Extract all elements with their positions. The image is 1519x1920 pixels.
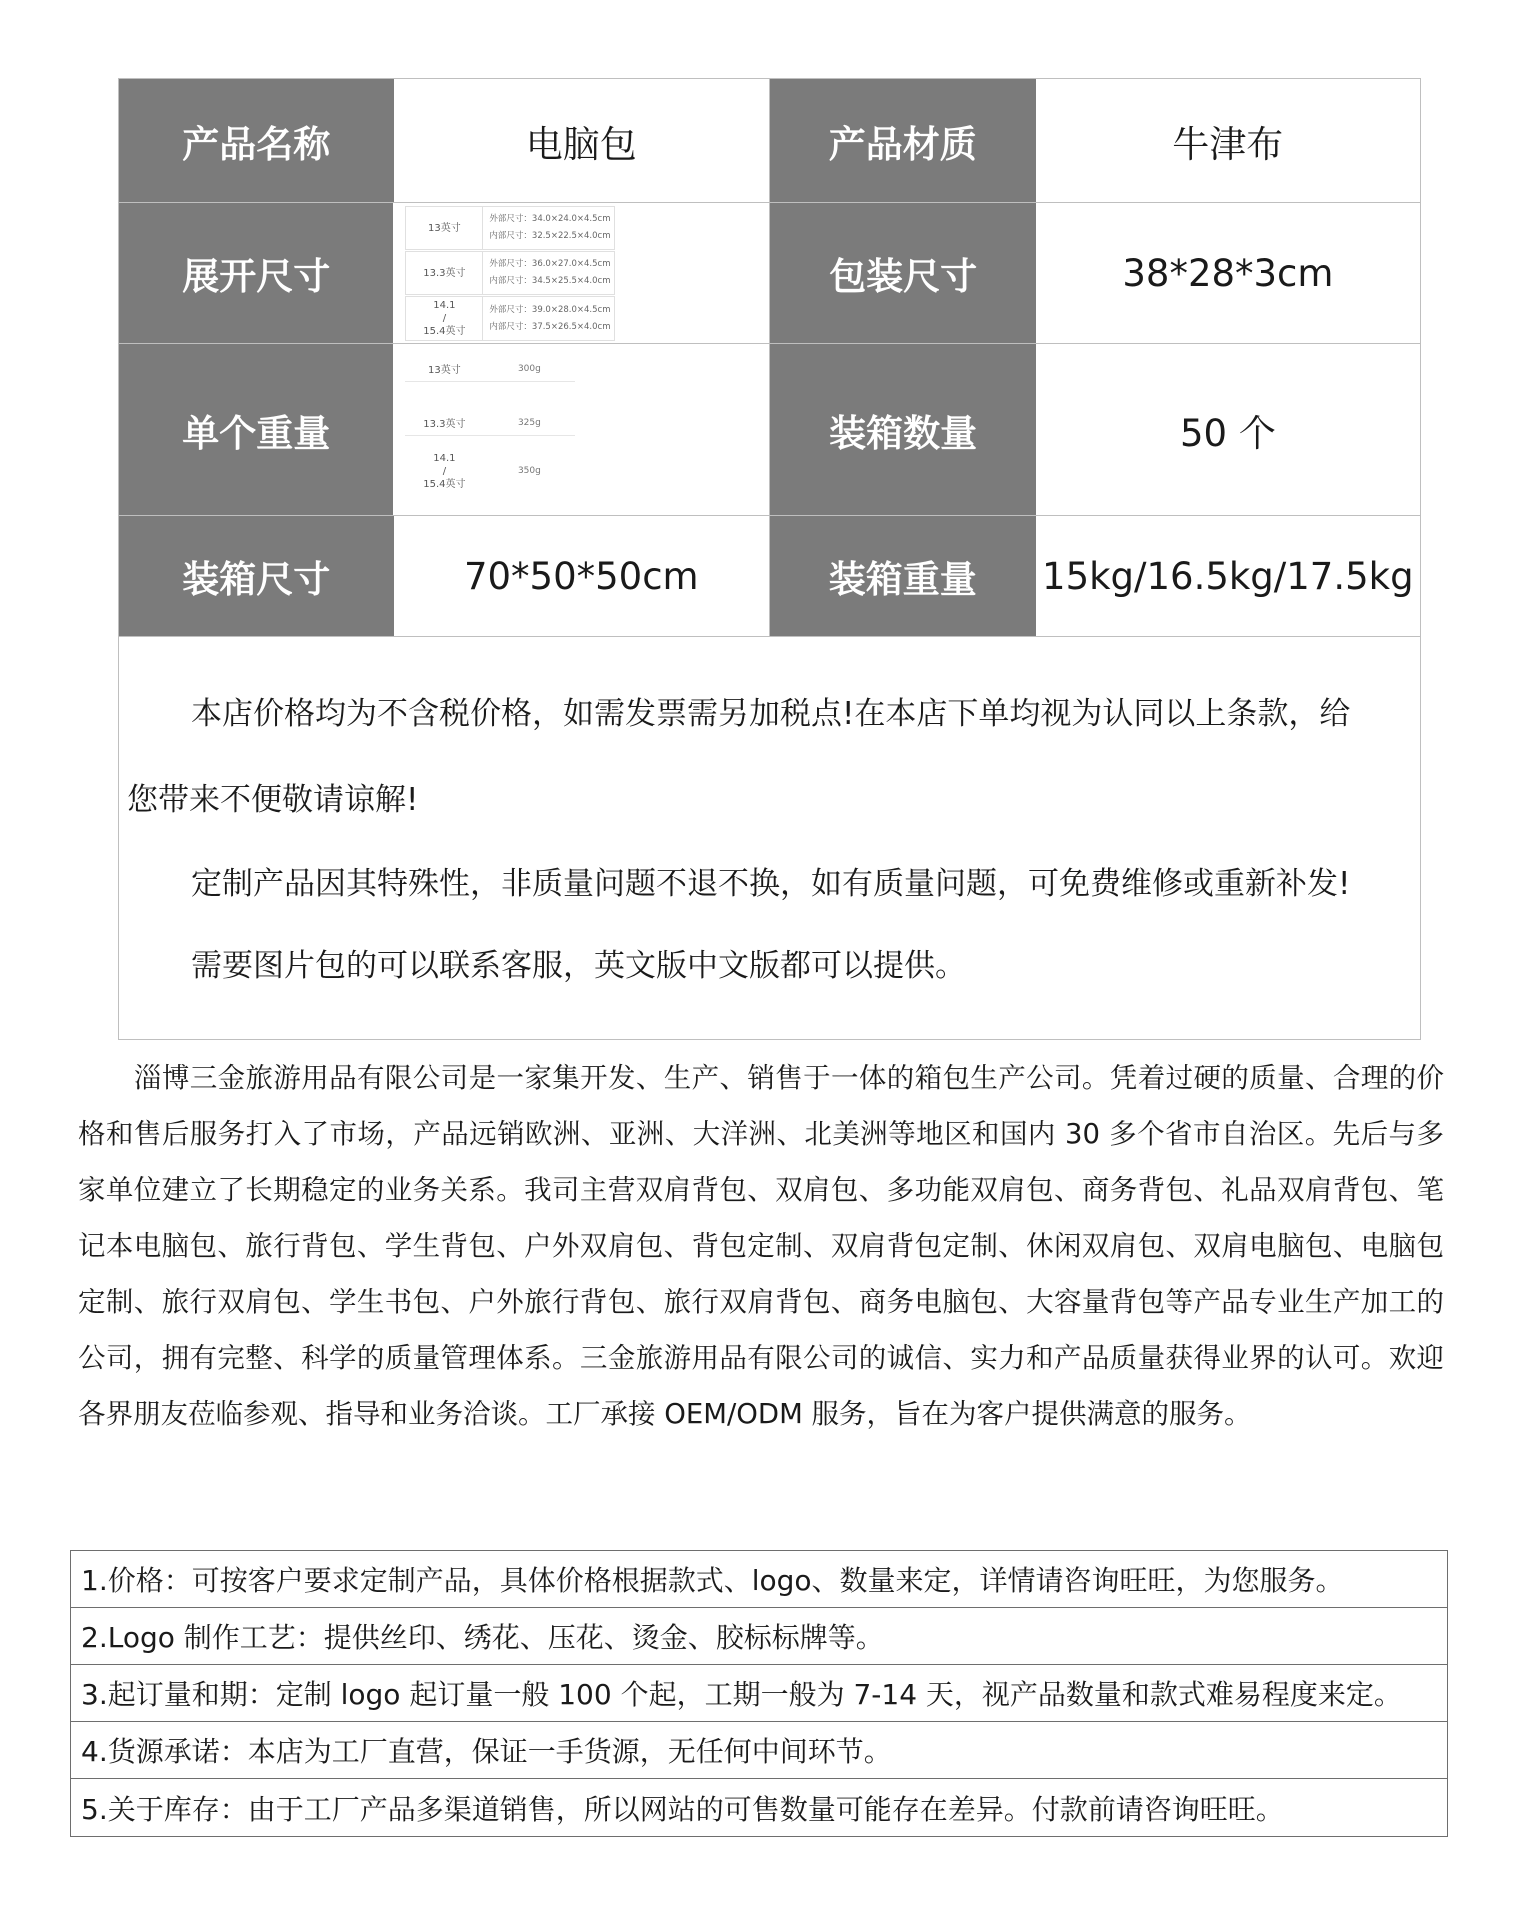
package-size-label: 包装尺寸 xyxy=(770,203,1035,343)
box-quantity-value: 50 个 xyxy=(1036,344,1420,515)
size-name: 13英寸 xyxy=(406,207,483,249)
spec-row-weight-quantity xyxy=(119,344,1420,516)
weight-name-part: 14.1 xyxy=(433,453,456,464)
unit-weight-value xyxy=(393,344,770,515)
unfolded-size-label: 展开尺寸 xyxy=(119,203,393,343)
size-mini-table xyxy=(393,203,769,343)
outer-size: 外部尺寸：34.0×24.0×4.5cm xyxy=(489,214,611,224)
terms-table xyxy=(70,1550,1448,1837)
term-supply-promise: 4.货源承诺：本店为工厂直营，保证一手货源，无任何中间环节。 xyxy=(71,1722,1447,1779)
term-logo-craft: 2.Logo 制作工艺：提供丝印、绣花、压花、烫金、胶标标牌等。 xyxy=(71,1608,1447,1665)
box-quantity-label: 装箱数量 xyxy=(770,344,1035,515)
spec-row-size-package xyxy=(119,203,1420,344)
notice-line: 需要图片包的可以联系客服，英文版中文版都可以提供。 xyxy=(191,948,966,984)
spec-row-box-size-weight xyxy=(119,516,1420,637)
notice-box xyxy=(119,636,1420,1041)
box-weight-label: 装箱重量 xyxy=(770,516,1036,636)
unfolded-size-value xyxy=(393,203,770,343)
weight-value: 350g xyxy=(517,466,541,476)
weight-size-name xyxy=(405,452,483,495)
weight-name-part: / xyxy=(442,466,447,477)
size-row xyxy=(405,206,615,250)
size-name-part: 15.4英寸 xyxy=(423,326,466,337)
inner-size: 内部尺寸：37.5×26.5×4.0cm xyxy=(489,321,611,332)
inner-size: 内部尺寸：34.5×25.5×4.0cm xyxy=(489,276,611,286)
size-row xyxy=(405,296,615,341)
size-name-part: 14.1 xyxy=(433,300,456,311)
weight-value: 300g xyxy=(483,364,575,382)
unit-weight-label: 单个重量 xyxy=(119,344,393,515)
notice-line: 定制产品因其特殊性，非质量问题不退不换，如有质量问题，可免费维修或重新补发! xyxy=(191,866,1351,902)
weight-row xyxy=(405,418,575,436)
size-row xyxy=(405,251,615,295)
package-size-value: 38*28*3cm xyxy=(1036,203,1420,343)
outer-size: 外部尺寸：39.0×28.0×4.5cm xyxy=(489,304,611,315)
box-weight-value: 15kg/16.5kg/17.5kg xyxy=(1036,516,1420,636)
notice-line: 您带来不便敬请谅解! xyxy=(127,782,419,818)
weight-mini-table xyxy=(393,344,769,515)
weight-row xyxy=(405,452,575,495)
product-name-value: 电脑包 xyxy=(394,79,770,202)
inner-size: 内部尺寸：32.5×22.5×4.0cm xyxy=(489,231,611,241)
term-price: 1.价格：可按客户要求定制产品，具体价格根据款式、logo、数量来定，详情请咨询旺旺，为您服务。 xyxy=(71,1551,1447,1608)
box-size-label: 装箱尺寸 xyxy=(119,516,394,636)
size-name: 13.3英寸 xyxy=(406,252,483,294)
size-name-part: / xyxy=(442,313,447,324)
weight-row xyxy=(405,364,575,382)
company-intro: 淄博三金旅游用品有限公司是一家集开发、生产、销售于一体的箱包生产公司。凭着过硬的质量、合理的价格和售后服务打入了市场，产品远销欧洲、亚洲、大洋洲、北美洲等地区和国内 30 多个省市自治区。先后与多家单位建立了长期稳定的业务关系。我司主营双肩背包、双肩包、多功能双肩包、商务背包、礼品双肩背包、笔记本电脑包、旅行背包、学生背包、户外双肩包、背包定制、双肩背包定制、休闲双肩包、双肩电脑包、电脑包定制、旅行双肩包、学生书包、户外旅行背包、旅行双肩背包、商务电脑包、大容量背包等产品专业生产加工的公司，拥有完整、科学的质量管理体系。三金旅游用品有限公司的诚信、实力和产品质量获得业界的认可。欢迎各界朋友莅临参观、指导和业务洽谈。工厂承接 OEM/ODM 服务，旨在为客户提供满意的服务。 xyxy=(78,1062,1444,1430)
product-name-label: 产品名称 xyxy=(119,79,394,202)
weight-size-name: 13.3英寸 xyxy=(405,418,483,436)
notice-line: 本店价格均为不含税价格，如需发票需另加税点!在本店下单均视为认同以上条款，给 xyxy=(191,696,1351,732)
weight-name-part: 15.4英寸 xyxy=(423,479,466,490)
weight-value: 325g xyxy=(483,418,575,436)
product-material-value: 牛津布 xyxy=(1036,79,1420,202)
product-material-label: 产品材质 xyxy=(770,79,1036,202)
box-size-value: 70*50*50cm xyxy=(394,516,770,636)
term-moq-leadtime: 3.起订量和期：定制 logo 起订量一般 100 个起，工期一般为 7-14 天，视产品数量和款式难易程度来定。 xyxy=(71,1665,1447,1722)
spec-table xyxy=(118,78,1421,1040)
size-name xyxy=(406,297,483,340)
term-inventory: 5.关于库存：由于工厂产品多渠道销售，所以网站的可售数量可能存在差异。付款前请咨询旺旺。 xyxy=(81,1792,1284,1826)
weight-size-name: 13英寸 xyxy=(405,364,483,382)
spec-row-name-material xyxy=(119,79,1420,203)
outer-size: 外部尺寸：36.0×27.0×4.5cm xyxy=(489,259,611,269)
